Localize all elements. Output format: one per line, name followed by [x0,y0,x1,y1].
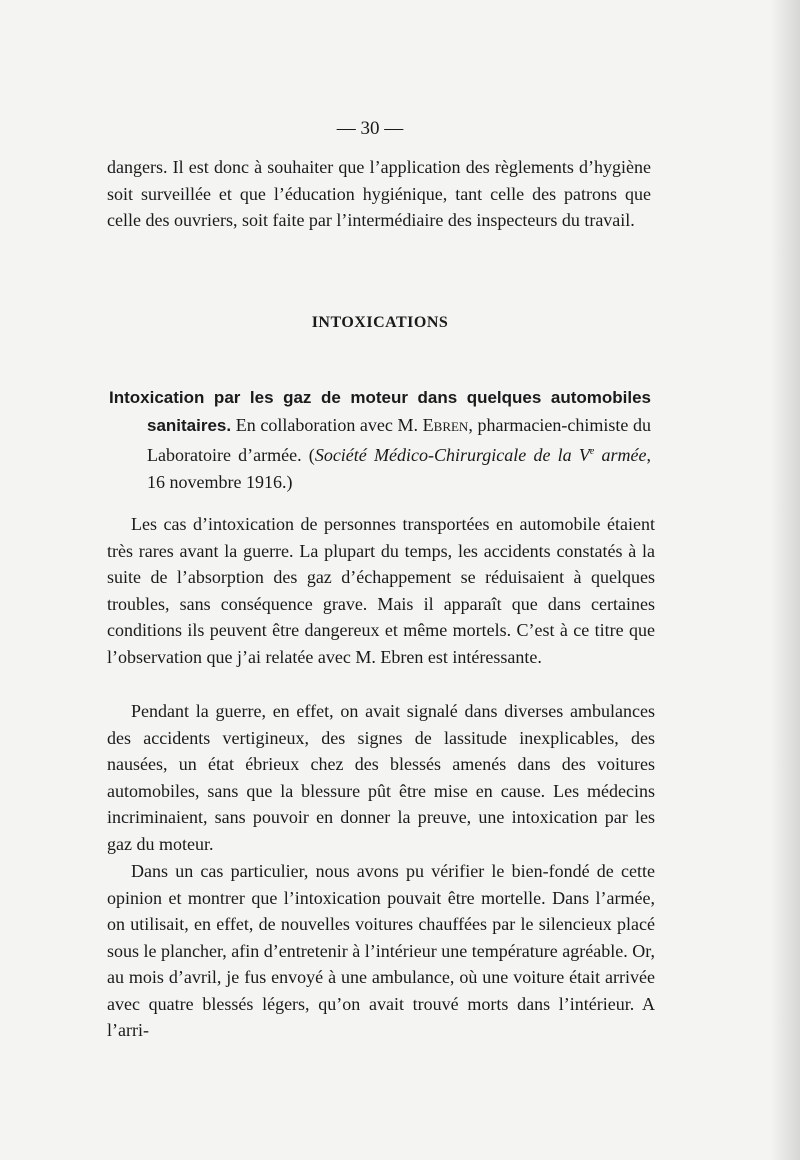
reference-journal-part2: armée [594,445,647,465]
body-paragraph-1: Les cas d’intoxication de personnes transportées en automobile étaient très rares avant la guerre. La plupart du temps, les accidents constatés à la suite de l’absorption des gaz d’échappement se réduisaient à quelques troubles, sans conséquence grave. Mais il apparaît que dans certaines conditions ils peuvent être dangereux et même mortels. C’est à ce titre que l’observation que j’ai relatée avec M. Ebren est intéressante. [107,514,655,667]
reference-journal [315,445,647,465]
reference-date: , 16 novembre 1916.) [147,445,651,492]
section-heading: INTOXICATIONS [311,314,449,331]
body-paragraph-2: Pendant la guerre, en effet, on avait signalé dans diverses ambulances des accidents vertigineux, des signes de lassitude inexplicables, des nausées, un état ébrieux chez des blessés amenés dans des voitures automobiles, sans que la blessure pût être mise en cause. Les médecins incriminaient, sans pouvoir en donner la preuve, une intoxication par les gaz du moteur. [107,701,655,854]
reference-journal-part1: Société Médico-Chirurgicale de la V [314,445,590,465]
page-edge-shadow [770,0,800,1160]
reference-title: Intoxication par les gaz de moteur dans quelques automobiles sanitaires. [109,388,651,435]
reference-collab-suffix: , pharmacien-chimiste du Laboratoire d’armée. ( [147,414,652,465]
bibliographic-reference [109,384,651,495]
page-number: — 30 — [336,118,404,139]
intro-paragraph: dangers. Il est donc à souhaiter que l’application des règlements d’hygiène soit surveillée et que l’éducation hygiénique, tant celle des patrons que celle des ouvriers, soit faite par l’intermédiaire des inspecteurs du travail. [107,157,651,230]
reference-journal-sup: e [589,446,595,457]
reference-collab-name: Ebren [422,414,469,435]
reference-collab-prefix: En collaboration avec M. [235,414,419,435]
body-paragraph-3: Dans un cas particulier, nous avons pu vérifier le bien-fondé de cette opinion et montrer que l’intoxication pouvait être mortelle. Dans l’armée, on utilisait, en effet, de nouvelles voitures chauffées par le silencieux placé sous le plancher, afin d’entretenir à l’intérieur une température agréable. Or, au mois d’avril, je fus envoyé à une ambulance, où une voiture était arrivée avec quatre blessés légers, qu’on avait trouvé morts dans l’intérieur. A l’arri- [107,861,655,1040]
